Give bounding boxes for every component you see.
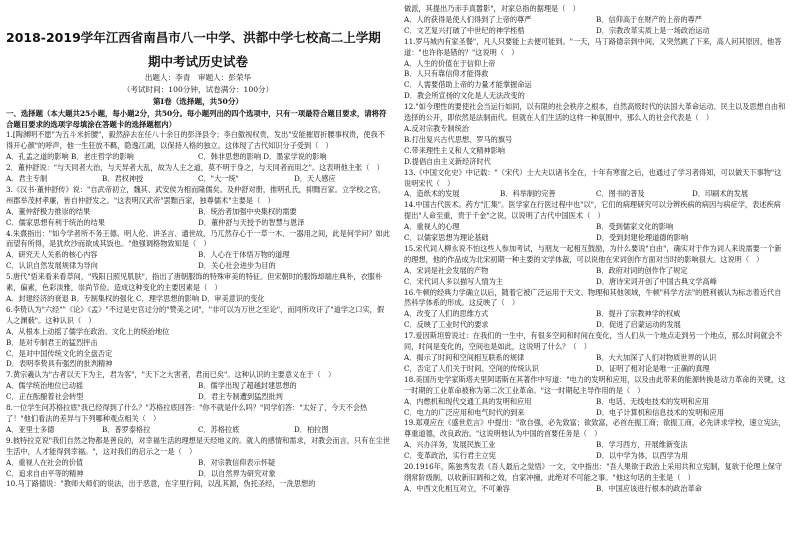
option-text: B．科举制的完善: [500, 189, 556, 199]
question-item: [6, 403, 390, 436]
question-item: [404, 4, 788, 37]
option-text: B．统治者加强中央集权的需要: [198, 206, 297, 216]
option-text: B．是对专制君王的猛烈抨击: [6, 337, 98, 347]
option-text: A．从根本上动摇了儒学在政治、文化上的统治地位: [6, 326, 170, 336]
option-text: A．人的获得是使人们得到了上帝的尊严: [404, 14, 532, 24]
option-text: A．人生的价值在于信仰上帝: [404, 58, 496, 68]
option-text: D．促进了启蒙运动的发展: [596, 320, 681, 330]
question-options: [6, 152, 390, 163]
option-text: B.打出复兴古代思想、罗马的旗号: [404, 134, 513, 144]
option-text: D．以自然界为研究对象: [198, 468, 276, 478]
option-text: D．印刷术的发展: [692, 189, 749, 199]
question-item: [6, 479, 390, 490]
exam-info-line: （考试时间：100分钟，试卷满分：100分）: [122, 85, 274, 94]
option-text: B．人只有靠信仰才能得救: [404, 69, 489, 79]
question-item: [404, 168, 788, 201]
question-item: [404, 37, 788, 102]
question-stem: 10.马丁路德说："教师大师们的说法，出于恶意，在字里行间，以乱其源，伪托圣经，一洗思想的: [6, 479, 316, 489]
question-item: [6, 130, 390, 163]
question-item: [6, 185, 390, 229]
question-options: [404, 124, 788, 168]
option-text: C.带来理性主义和人文精神影响: [404, 145, 505, 155]
option-text: D．以中学为体，以西学为用: [596, 451, 689, 461]
option-text: D．柏拉图: [294, 424, 329, 434]
option-text: A．重视人的心理: [404, 222, 460, 232]
option-text: B．大大加深了人们对物质世界的认识: [596, 353, 717, 362]
authors-line: 出题人：李青 审题人：彭荣华: [144, 73, 252, 82]
option-text: C．儒家思想有利于统治的结果: [6, 217, 105, 227]
question-item: [6, 436, 390, 480]
question-item: [6, 272, 390, 305]
option-text: B．普罗泰格拉: [102, 424, 151, 434]
question-options: [404, 353, 788, 375]
option-text: D.提倡自由主义新经济时代: [404, 156, 491, 166]
question-stem: 2．董仲舒说："与天同者大治，与天异者大乱，故为人主之道，莫不明于身之，与天同者而用之"。这表明他主张（ ）: [6, 163, 384, 173]
option-text: B．人心在于体悟万物的道理: [198, 250, 290, 260]
question-options: [404, 222, 788, 244]
option-text: C．图书的普及: [596, 189, 645, 199]
question-stem: 13.《中国文化史》中记载："（宋代）士大夫以诸书全在，十年有寒窗之后，也通过了学习者得知，可以做天下事物"这说明宋代（ ）: [404, 167, 782, 188]
question-options: [6, 458, 390, 480]
option-text: A．造纸术的发展: [404, 189, 460, 199]
question-options: [6, 425, 390, 436]
question-options: [404, 484, 788, 495]
question-item: [404, 462, 788, 495]
option-text: C．"大一统": [198, 174, 239, 184]
option-text: C．以儒家思想为理论基础: [404, 233, 489, 243]
question-options: [404, 59, 788, 103]
option-text: C．宋代词人多以描写人情为主: [404, 276, 503, 286]
right-question-list: [404, 4, 788, 495]
option-text: C．电力的广泛应用和电气时代的到来: [404, 407, 525, 417]
option-text: C．正在酝酿着社会转型: [6, 392, 84, 402]
question-options: [6, 327, 390, 371]
section-heading: 第Ⅰ卷（选择题，共50分）: [152, 97, 244, 106]
option-text: C．反映了工业时代的要求: [404, 320, 489, 330]
option-text: C．人需要借助上帝的力量才能掌握命运: [404, 80, 532, 90]
question-item: [404, 375, 788, 419]
question-stem: 11.罗马城内有家圣餐"，凡人只要能上去便可能到。"一天，马丁路德亲到中间，又突然跳了下来，高人问其原因，他答道："也许你是错的？"这说明（ ）: [404, 36, 782, 57]
option-text: A．兴办洋务，发展民族工业: [404, 440, 496, 450]
question-stem: 17.爱因斯坦曾说过：在我们的一生中，有很多空间和时间在变化，当人们从一个地点走到另一个地点，那么时间就会不同，时间是变化的，空间也是如此，这说明了什么？（ ）: [404, 331, 782, 352]
question-item: [404, 200, 788, 244]
option-text: D．宗教改革实质上是一场政治运动: [596, 25, 710, 35]
option-text: B．学习西方，开展维新变法: [596, 440, 688, 450]
option-text: A．董仲舒极力推崇的结果: [6, 206, 91, 216]
question-item: [404, 244, 788, 288]
option-text: A．君主专制: [6, 174, 48, 184]
question-stem: 12."如今理性的要使社会当运行如同，以有限的社会秩序之根本，自然高级时代的法国大革命运动、民主以及思想自由和选择的公开，即依然是法制而代。但就在人们生活的这样一种氛围中，那么人的社会代表是（ ）: [404, 102, 786, 123]
option-text: A．孔孟之道的影响 B．老庄哲学的影响: [6, 152, 134, 162]
question-item: [404, 418, 788, 462]
question-options: [6, 294, 390, 305]
option-text: B．对宗教信仰表示怀疑: [198, 457, 276, 467]
option-text: A.反对宗教专制统治: [404, 123, 469, 133]
question-item: [404, 102, 788, 167]
option-text: C．是对中国传统文化的全盘否定: [6, 348, 113, 358]
option-text: A．中西文化相互对立，不可兼容: [404, 483, 510, 493]
option-text: C．韩非思想的影响 D．墨家学说的影响: [198, 152, 327, 162]
question-stem: 14.中国古代医术。药方"汇集"。医学家在行医过程中也"以"，它们的病理研究可以分辨疾病的病因与病症学，表述疾病提出"人命至重，贵于千金"之说，以说明了古代中国医术（ ）: [404, 200, 781, 221]
option-text: A．研究天人关系的核心内容: [6, 250, 98, 260]
question-options: [6, 174, 390, 185]
question-stem: 4.朱熹指出："如今学者所不务王德、明人伦、讲圣言、通世故，乃兀然存心于一草一木、一器用之间，此是何学问？如此而望有所得，是犹炊沙而欲成其饭也。"他强调格物致知是（ ）: [6, 228, 390, 249]
option-text: C．变革政治，实行君主立宪: [404, 451, 496, 461]
option-text: A．封建经济的衰退 B．专制集权的强化 C．理学思想的影响 D．审美意识的变化: [6, 294, 265, 303]
option-text: A．揭示了时间和空间相互联系的规律: [404, 353, 525, 362]
question-options: [6, 381, 390, 403]
left-column: [6, 4, 390, 556]
option-text: D．受到封建伦理道德的影响: [596, 233, 689, 243]
question-options: [404, 189, 788, 200]
exam-title-line1: 2018-2019学年江西省南昌市八一中学、洪都中学七校高二上学期: [6, 30, 381, 45]
question-stem: 做派，其提出乃赤手真嚣影"，对家总指的据理是（ ）: [404, 4, 580, 13]
option-text: D．君主专制遭到猛烈批判: [198, 392, 283, 402]
option-text: D．教会所宣扬的文化是人无法改变的: [404, 91, 525, 101]
question-item: [6, 305, 390, 370]
question-stem: 16.牛顿的经典力学确立以后，随着它被广泛运用于天文、物理和其他领域，牛顿"科学方法"的胜利被认为标志着近代自然科学体系的形成。这反映了（ ）: [404, 287, 782, 308]
question-item: [404, 331, 788, 375]
question-stem: 9.彼特拉克说"我们自然之物都是善良的，对幸福生活的理想是天经地义的。就人的感情和需求，对教会而言，只有在尘世生活中，人才能得到幸福。"，这对我们的启示之一是（ ）: [6, 435, 390, 456]
option-text: B．政府对词的创作作了规定: [596, 265, 688, 275]
option-text: B．受到儒家文化的影响: [596, 222, 674, 232]
question-options: [404, 309, 788, 331]
question-stem: 18.美国历史学家斯塔夫里阿诺斯在其著作中写道："电力的发明和应用，以及由此带来的能源转换是动力革命的关键，这一时期的工业革命被称为第二次工业革命。"这一时期起主导作用的是（ ）: [404, 374, 786, 395]
instructions: 一、选择题（本大题共25小题，每小题2分，共50分。每小题列出的四个选项中，只有一项最符合题目要求，请将符合题目要求的选项字母填涂在答题卡的选择题框内）: [6, 109, 387, 130]
question-stem: 1.[陶渊明不愿"为五斗米折腰"，毅然辞去在任八十余日的彭泽县令；李白傲视权贵，发出"安能摧眉折腰事权贵，使我不得开心颜"的呼声，他一生狂放不羁，隐逸江湖，以保持人格的独立。这体现了古代知识分子受到（ ）: [6, 130, 385, 151]
question-options: [404, 440, 788, 462]
option-text: A．内燃机和现代交通工具的发明和应用: [404, 396, 532, 406]
option-text: A．亚里士多德: [6, 424, 55, 434]
question-stem: 8.一位学生问苏格拉底"我已经得到了什么？"苏格拉底回答："你不就是什么吗？"同学们答："太好了，今天不会热了！"他们看法的差异与下列哪种观点相关（ ）: [6, 403, 368, 423]
question-stem: 5.唐代"悟来看来看草间，"残阳日照见肌肤"，指出了唐朝服饰的特殊审美的特征。但宋朝时的服饰却端庄典朴，衣服朴素，偏素，色彩淡雅，崇尚节俭。造成这种变化的主要因素是（ ）: [6, 272, 383, 293]
option-text: B．中国应该进行根本的政治革命: [596, 483, 702, 493]
option-text: D．董仲舒与天授予的智慧与恩泽: [198, 217, 305, 227]
option-text: B．儒学出现了超越封建思想的: [198, 381, 297, 391]
option-text: C．文艺复兴打破了中世纪的神学桎梏: [404, 25, 525, 35]
option-text: D．证明了相对论是唯一正确的真理: [596, 363, 710, 373]
option-text: C．追求自由平等的精神: [6, 468, 84, 478]
option-text: B．君权神授: [102, 174, 144, 184]
option-text: A．改变了人们的思维方式: [404, 309, 489, 319]
option-text: C．苏格拉底: [198, 424, 240, 434]
question-stem: 15.宋代词人柳永说不怕这些人参加考试，与朋友一起相互鼓励，为什么要说"自由"，确实对于作为词人来说需要一个新的理想，他的作品成为北宋初期一种主要的文学体裁，可以说他在宋词创作方面对当时的影响很大。这说明（ ）: [404, 243, 782, 264]
question-item: [6, 370, 390, 403]
question-options: [6, 207, 390, 229]
question-options: [404, 266, 788, 288]
option-text: B．电话、无线电技术的发明和应用: [596, 396, 710, 406]
question-item: [404, 288, 788, 332]
option-text: D．表明李贽具有强烈的批判精神: [6, 359, 113, 369]
question-options: [6, 250, 390, 272]
question-options: [404, 397, 788, 419]
question-stem: 6.李贽认为"六经""《论》《孟》"不过是史官过分的"赞美之词"，"非可以为万世之至论"，而同所攻讦了"道学之口实，假人之渊薮"。这种认识（ ）: [6, 304, 385, 325]
option-text: D．关心社会进步为目的: [198, 261, 276, 271]
left-question-list: [6, 130, 390, 490]
option-text: C．认识自然发展规律为导向: [6, 261, 98, 271]
option-text: D．唐诗宋词开创了中国古典文学高峰: [596, 276, 717, 286]
right-column: [404, 4, 788, 556]
question-stem: 3.《汉书·董仲舒传》说："自武帝初立，魏其、武安侯为相而隆儒矣。及仲舒对册，推明孔氏，抑黜百家。立学校之官，州郡举茂材孝廉，皆自仲舒发之。"这表明汉武帝"罢黜百家，独尊儒术"主要是（ ）: [6, 184, 386, 205]
question-stem: 7.黄宗羲认为"古者以天下为主，君为客"，"天下之大害者，君而已矣"。这种认识的主要意义在于（ ）: [6, 370, 336, 380]
option-text: D．电子计算机和信息技术的发明和应用: [596, 407, 724, 417]
exam-title-line2: 期中考试历史试卷: [147, 54, 248, 69]
question-options: [404, 15, 788, 37]
option-text: B．提升了宗教神学的权威: [596, 309, 681, 319]
question-stem: 19.郑观应在《盛世危言》中提出："欲自强，必先致富；欲致富，必首在振工商；欲振工商，必先讲求学校，速立宪法，尊重道德，改良政治。"这说明他认为中国的首要任务是（ ）: [404, 418, 786, 439]
question-item: [6, 163, 390, 185]
option-text: A．重视人在社会的价值: [6, 457, 84, 467]
option-text: C．否定了人们关于时间、空间的传统认识: [404, 363, 539, 373]
option-text: D．天人感应: [294, 174, 336, 184]
question-stem: 20.1916年，陈独秀发表《吾人最后之觉悟》一文，文中指出："吾人果欲于政治上采用共和立宪制，复欲于伦理上保守纲常阶级制，以收新旧调和之效，自家冲撞，此绝对不可能之事。"他这句话的主张是（ ）: [404, 462, 783, 482]
option-text: A．宋词是社会发展的产物: [404, 265, 489, 275]
question-item: [6, 229, 390, 273]
option-text: A．儒学统治地位已动摇: [6, 381, 84, 391]
option-text: B．信仰高于在财产的上帝的尊严: [596, 14, 702, 24]
